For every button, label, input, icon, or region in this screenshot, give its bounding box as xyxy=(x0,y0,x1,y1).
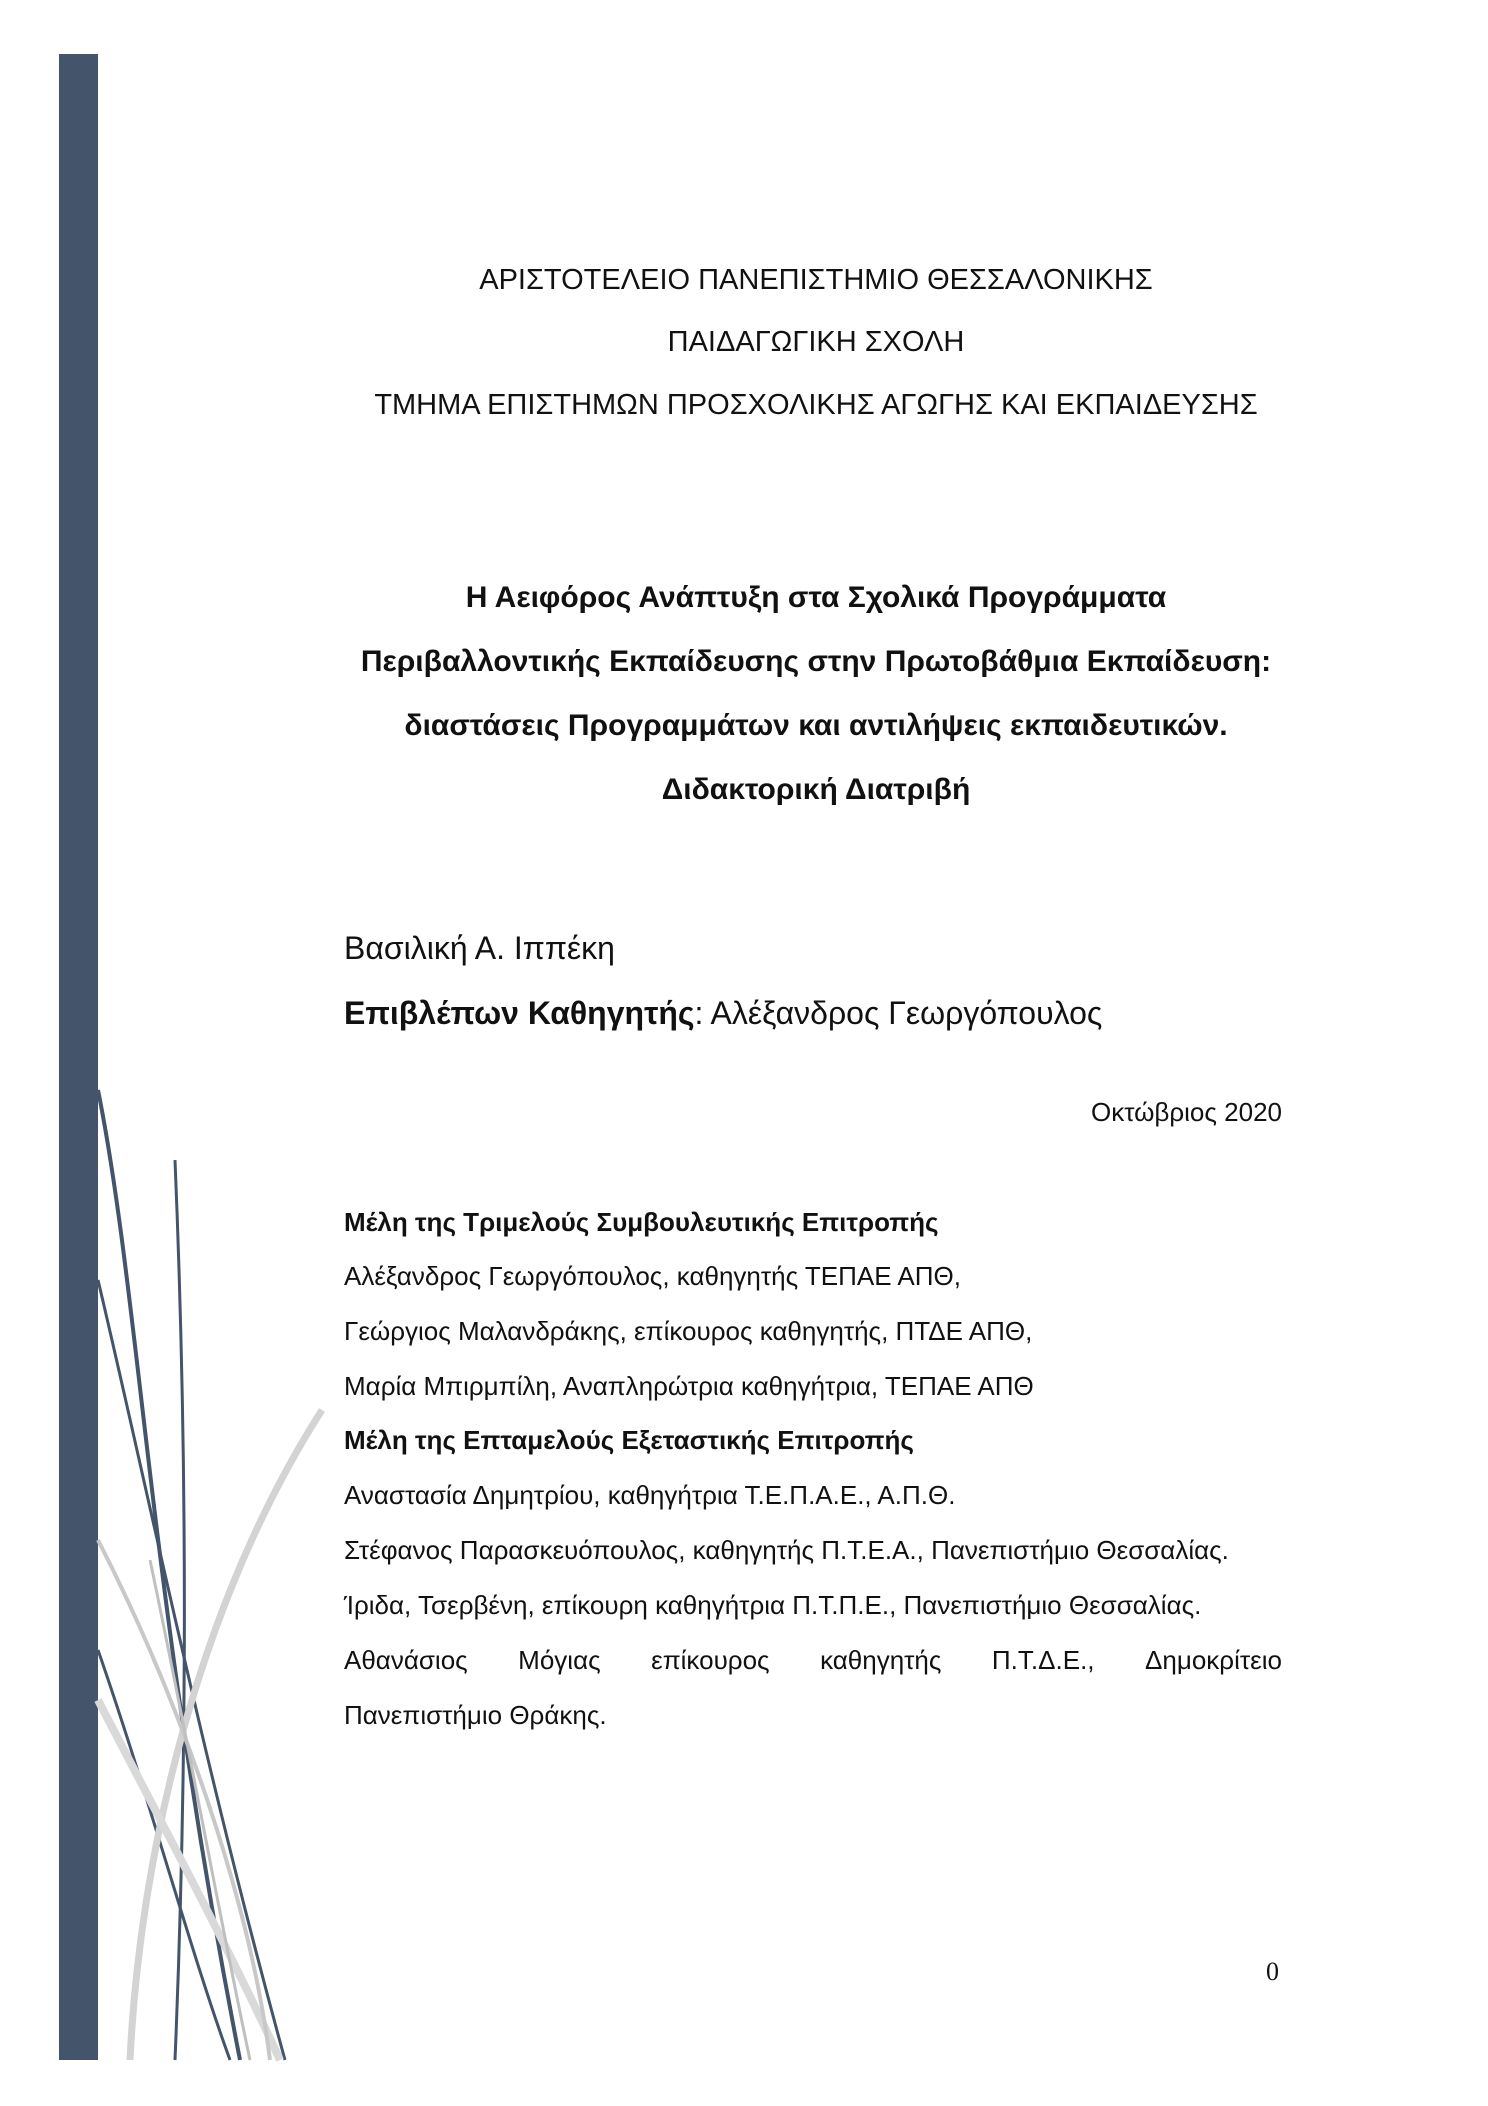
advisory-member: Γεώργιος Μαλανδράκης, επίκουρος καθηγητής, ΠΤΔΕ ΑΠΘ, xyxy=(344,1316,1033,1346)
member-word: Αθανάσιος xyxy=(344,1645,468,1675)
thesis-title-line-3: διαστάσεις Προγραμμάτων και αντιλήψεις εκπαιδευτικών. xyxy=(404,709,1228,742)
advisory-member: Αλέξανδρος Γεωργόπουλος, καθηγητής ΤΕΠΑΕ ΑΠΘ, xyxy=(344,1261,961,1291)
member-word: Π.Τ.Δ.Ε., xyxy=(991,1645,1095,1675)
member-word: καθηγητής xyxy=(820,1645,942,1675)
thesis-date: Οκτώβριος 2020 xyxy=(1090,1097,1282,1127)
thesis-title-line-1: Η Αειφόρος Ανάπτυξη στα Σχολικά Προγράμματα xyxy=(465,581,1167,614)
examination-member: Αναστασία Δημητρίου, καθηγήτρια Τ.Ε.Π.Α.Ε., Α.Π.Θ. xyxy=(344,1480,956,1510)
school-name: ΠΑΙΔΑΓΩΓΙΚΗ ΣΧΟΛΗ xyxy=(667,326,965,358)
supervisor-separator: : xyxy=(694,995,704,1031)
supervisor-name: Αλέξανδρος Γεωργόπουλος xyxy=(703,995,1103,1031)
member-word: επίκουρος xyxy=(651,1645,770,1675)
advisory-committee-heading: Μέλη της Τριμελούς Συμβουλευτικής Επιτροπής xyxy=(344,1207,939,1237)
university-name: ΑΡΙΣΤΟΤΕΛΕΙΟ ΠΑΝΕΠΙΣΤΗΜΙΟ ΘΕΣΣΑΛΟΝΙΚΗΣ xyxy=(479,264,1153,296)
examination-member: Ίριδα, Τσερβένη, επίκουρη καθηγήτρια Π.Τ.Π.Ε., Πανεπιστήμιο Θεσσαλίας. xyxy=(344,1590,1202,1620)
examination-member: Στέφανος Παρασκευόπουλος, καθηγητής Π.Τ.Ε.Α., Πανεπιστήμιο Θεσσαλίας. xyxy=(344,1535,1229,1565)
thesis-title-line-2: Περιβαλλοντικής Εκπαίδευσης στην Πρωτοβάθμια Εκπαίδευση: xyxy=(360,645,1272,678)
examination-member-justified xyxy=(344,1644,1282,1676)
advisory-member: Μαρία Μπιρμπίλη, Αναπληρώτρια καθηγήτρια, ΤΕΠΑΕ ΑΠΘ xyxy=(344,1371,1034,1401)
member-word: Μόγιας xyxy=(518,1645,601,1675)
page-number: 0 xyxy=(1266,1957,1279,1986)
thesis-type: Διδακτορική Διατριβή xyxy=(661,773,971,806)
author-name: Βασιλική Α. Ιππέκη xyxy=(344,930,615,966)
member-word: Δημοκρίτειο xyxy=(1145,1645,1282,1675)
examination-member-continuation: Πανεπιστήμιο Θράκης. xyxy=(344,1700,607,1730)
supervisor-label: Επιβλέπων Καθηγητής xyxy=(344,995,695,1031)
examination-committee-heading: Μέλη της Επταμελούς Εξεταστικής Επιτροπής xyxy=(344,1425,914,1455)
supervisor-line xyxy=(344,993,1102,1033)
department-name: ΤΜΗΜΑ ΕΠΙΣΤΗΜΩΝ ΠΡΟΣΧΟΛΙΚΗΣ ΑΓΩΓΗΣ ΚΑΙ ΕΚΠΑΙΔΕΥΣΗΣ xyxy=(374,389,1258,421)
